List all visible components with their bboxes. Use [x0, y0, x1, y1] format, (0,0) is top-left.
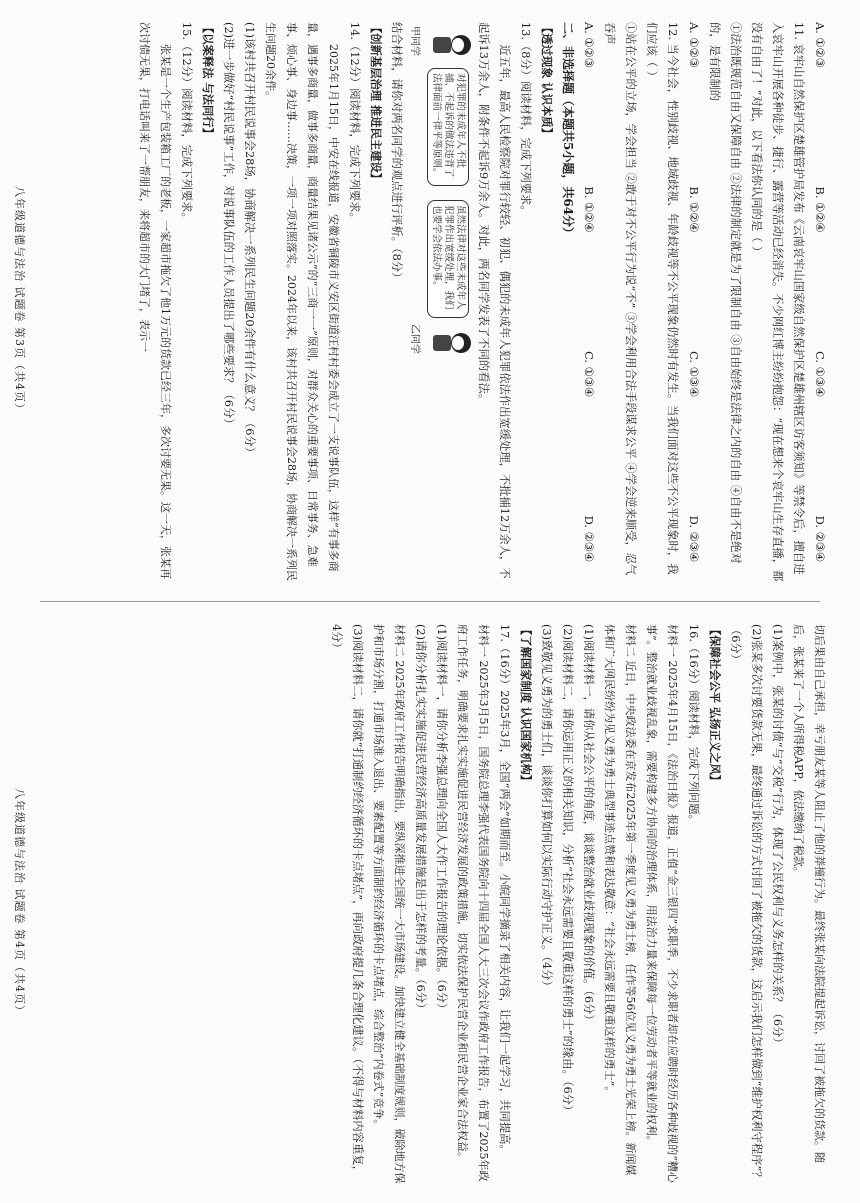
section-heading-1: 【透过现象 认识本质】 — [540, 22, 554, 139]
q13-dialogue-figure — [409, 22, 471, 582]
section-heading-4: 【保障社会公平 弘扬正义之风】 — [708, 624, 722, 787]
q16-stem: 16.（16分）阅读材料，完成下列问题。 — [687, 624, 700, 826]
q14-ask-1: (1)该村共召开村民说事会28场，协商解决一系列民生问题20余件有什么意义？（6分） — [243, 22, 256, 459]
student-a-name: 甲同学 — [409, 26, 420, 56]
q16-material-1: 材料一 2025年4月15日，《法治日报》报道，正值“金三银四”求职季，不少求职者却在应聘时经历各种歧视的“糟心事”。整治就业歧视乱象，需要构建多方协同的治理体系，用法治力量来保障每一位劳动者平等就业的权利。 — [645, 624, 679, 1183]
page-3-content — [134, 22, 830, 582]
q17-ask-3: (3)阅读材料二，请你就“打通制约经济循环的卡点堵点”，再向政府提几条合理化建议。（不得与材料内容重复，4分） — [330, 624, 364, 1177]
q14-ask-2: (2)进一步做好“村民说事”工作，对说事队伍的工作人员提出了哪些要求？（6分） — [222, 22, 235, 430]
q16-ask-2: (2)阅读材料二，请你运用正义的相关知识，分析“社会永远需要且敬重这样的勇士”的缘由。（6分） — [561, 624, 574, 1117]
q11-option-a: A. ①②③ — [687, 22, 700, 68]
q17-stem: 17.（16分）2025年3月，全国“两会”如期而至。小皖同学摘录了相关内容，让我们一起学习，共同提高。 — [498, 624, 511, 1156]
q11-statements: ①法治既规范自由又保障自由 ②法律的制定就是为了限制自由 ③自由始终是法律之内的自由 ④自由不是绝对的，是有限制的 — [708, 22, 742, 564]
q16-material-2: 材料二 近日，中央政法委在京发布2025年第一季度见义勇为勇士榜，任作等56位见义勇为勇士光荣上榜。新闻媒体和广大网民纷纷为见义勇为勇士典型事迹点赞和表达敬意：“社会永远需要且敬重这样的勇士”。 — [603, 624, 637, 1176]
q11-stem: 11. 哀牢山自然保护区楚雄管护局发布《云南哀牢山国家级自然保护区楚雄州辖区访客须知》等禁令后，擅自进入哀牢山开展各种徒步、捷行、露营等活动已经消失。不少网红博主纷纷抱怨：“现在想来个哀牢山生存直播，都没有自由了！”对此，以下看法你认同的是（ ） — [750, 22, 805, 582]
student-a-figure — [421, 28, 471, 62]
q12-statements: ①站在公平的立场，学会担当 ②敢于对不公平行为说“不” ③学会利用合法手段谋求公平 ④学会逆来顺受，忍气吞声 — [603, 22, 637, 576]
q17-material-1: 材料一 2025年3月5日，国务院总理李强代表国务院向十四届全国人大三次会议作政府工作报告，布置了2025年政府工作任务，明确要求扎实实施促进民营经济发展的政策措施，切实依法保护民营企业和民营企业家合法权益。 — [456, 624, 490, 1182]
q15-material-continued: 切后果由自己承担，幸亏朋友某等人阻止了他的莽撞行为。最终张某向法院提起诉讼，讨回了被拖欠的货款。随后，张某来了一个人所得税APP，依法缴纳了税款。 — [792, 624, 826, 1163]
q15-material: 张某是一个生产包装箱工厂的老板，一家超市拖欠了他1万元的货款已经三年，多次讨要无果。这一天，张某再次讨债无果，打电话叫来了一帮朋友，来将超市的大门堵了，表示一 — [138, 22, 172, 579]
q11-option-d: D. ②③④ — [687, 515, 700, 562]
q10-option-a: A. ①②③ — [813, 22, 826, 68]
q12-option-d: D. ②③④ — [582, 515, 595, 562]
q12-option-c: C. ①③④ — [582, 351, 595, 397]
q14-stem: 14.（12分）阅读材料，完成下列要求。 — [348, 22, 361, 224]
q13-stem: 13.（8分）阅读材料，完成下列要求。 — [519, 22, 532, 217]
q17-material-2: 材料二 2025年政府工作报告明确指出，要纵深推进全国统一大市场建设。加快建立健全基础制度规则，破除地方保护和市场分割，打通市场准入退出、要素配置等方面制约经济循环的卡点堵点，综合整治“内卷式”竞争。 — [372, 624, 406, 1184]
page-3 — [0, 0, 860, 601]
q10-options — [809, 22, 830, 562]
q16-ask-3: (3)致敬见义勇为的勇士们，谈谈你打算如何以实际行动守护正义。（4分） — [540, 624, 553, 992]
student-b-name: 乙同学 — [409, 324, 420, 354]
section-heading-2: 【创新基层治理 推进民主建设】 — [369, 22, 383, 185]
q12-option-b: B. ①②④ — [582, 186, 595, 233]
q17-ask-2: (2)请你分析扎实实施促进民营经济高质量发展措施是出于怎样的考量。（6分） — [414, 624, 427, 1015]
student-b-figure — [421, 326, 471, 360]
section-heading-3: 【以案释法 与法同行】 — [201, 22, 215, 139]
q11-options — [683, 22, 704, 562]
q14-material: 2025年1月15日，中安在线报道，安徽省铜陵市义安区街道汪村村委会成立了一支说事队伍，这样“有事多商量，遇事多商量，做事多商量，商量结果见诸公示”的“三商一一”原则，对群众关心的重要事项、日常事务、急难事、烦心事、身边事……决策，一项一项对照落实。2024年以来，该村共召开村民说事会28场，协商解决一系列民生问题20余件。 — [264, 22, 340, 581]
q10-option-d: D. ②③④ — [813, 515, 826, 562]
page-4-footer: 八年级道德与法治 试题卷 第4页（共4页） — [13, 788, 26, 1017]
part2-title: 二、非选择题（本题共5小题，共64分） — [561, 22, 575, 240]
q15-stem: 15.（12分）阅读材料，完成下列要求。 — [180, 22, 193, 224]
q15-ask-1: (1)案例中，张某的讨债“与“交税”行为，体现了公民权利与义务怎样的关系？（6分） — [771, 624, 784, 1049]
q10-option-b: B. ①②④ — [813, 186, 826, 233]
q10-option-c: C. ①③④ — [813, 351, 826, 397]
section-heading-5: 【了解国家制度 认识国家机构】 — [519, 624, 533, 787]
q15-ask-2: (2)张某多次讨要货款无果，最终通过诉讼的方式讨回了被拖欠的货款，这启示我们怎样做到“维护权利守程序”？（6分） — [729, 624, 763, 1183]
q13-ask: 结合材料，请你对两名同学的观点进行评析。（8分） — [390, 22, 403, 284]
q11-option-c: C. ①③④ — [687, 351, 700, 397]
q12-stem: 12. 当今社会，性别歧视、地域歧视、年龄歧视等不公平现象仍然时有发生。当我们面对这些不公平现象时，我们应该（ ） — [645, 22, 679, 575]
q17-ask-1: (1)阅读材料一，请你分析李强总理向全国人大作工作报告的理论依据。（6分） — [435, 624, 448, 1015]
page-4-content — [326, 624, 830, 1184]
page-4 — [0, 602, 860, 1203]
student-a-speech-bubble: 对犯罪的未成年人不批捕、不起诉的做法违背了法律面前一律平等原则。 — [427, 68, 469, 186]
q12-options — [578, 22, 599, 562]
q16-ask-1: (1)阅读材料一，请你从社会公平的角度，谈谈整治就业歧视现象的价值。（6分） — [582, 624, 595, 1026]
q13-material: 近五年，最高人民检察院对罪行较轻、初犯、偶犯的未成年人犯罪依法作出宽缓处理，不批捕12万余人，不起诉13万余人，附条件不起诉9万余人。对此，两名同学发表了不同的看法。 — [477, 22, 511, 579]
q12-option-a: A. ①②③ — [582, 22, 595, 68]
page-3-footer: 八年级道德与法治 试题卷 第3页（共4页） — [13, 186, 26, 415]
q11-option-b: B. ①②④ — [687, 186, 700, 233]
student-b-speech-bubble: 虽然法律对这些未成年人犯罪作出宽缓处理，我们也要学会依法办事。 — [427, 200, 469, 318]
